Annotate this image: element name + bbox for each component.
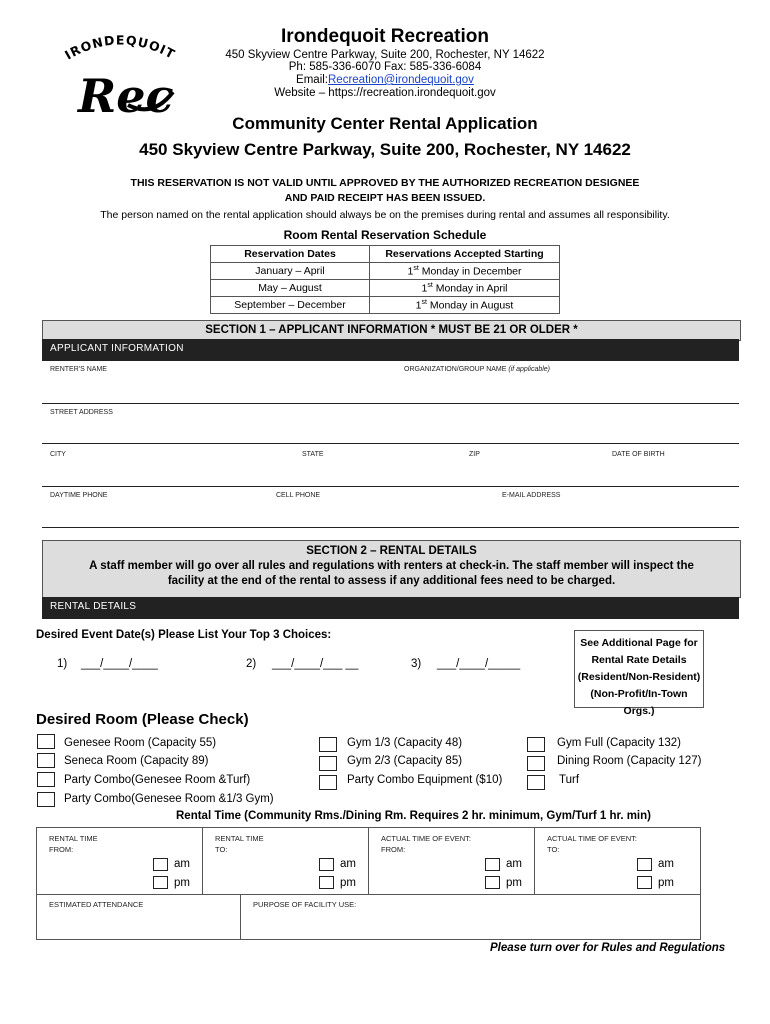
city-state-zip-field[interactable]: [42, 486, 739, 487]
renters-name-label: RENTER'S NAME: [50, 366, 107, 373]
party-combo-gym-checkbox[interactable]: [37, 792, 55, 807]
table-row: May – August 1st Monday in April: [211, 280, 560, 297]
org-name-label: ORGANIZATION/GROUP NAME (if applicable): [404, 366, 551, 373]
schedule-table: [210, 245, 560, 314]
page-title: Community Center Rental Application: [232, 114, 538, 133]
from-pm-checkbox[interactable]: [153, 876, 168, 889]
schedule-header-accepted: Reservations Accepted Starting: [370, 246, 560, 263]
gym-1-3-label: Gym 1/3 (Capacity 48): [347, 737, 463, 749]
section-2-title: SECTION 2 – RENTAL DETAILS: [306, 545, 477, 557]
footer-note: Please turn over for Rules and Regulations: [490, 942, 726, 954]
gym-1-3-checkbox[interactable]: [319, 737, 337, 752]
svg-text:IRONDEQUOIT: IRONDEQUOIT: [62, 32, 178, 63]
street-address-label: STREET ADDRESS: [50, 409, 113, 416]
attendance-cell[interactable]: [36, 894, 241, 940]
choice-1-field[interactable]: ___/____/____: [81, 658, 158, 670]
gym-2-3-label: Gym 2/3 (Capacity 85): [347, 755, 463, 767]
party-combo-gym-label: Party Combo(Genesee Room &1/3 Gym): [64, 793, 274, 805]
attendance-label: ESTIMATED ATTENDANCE: [49, 900, 144, 909]
actual-time-from-cell: ACTUAL TIME OF EVENT: FROM: am pm: [368, 827, 535, 895]
irondequoit-rec-logo: [58, 30, 178, 125]
org-name: Irondequoit Recreation: [281, 26, 489, 47]
org-address: 450 Skyview Centre Parkway, Suite 200, Rochester, NY 14622: [225, 49, 545, 61]
renters-name-field[interactable]: [42, 403, 739, 404]
rental-time-to-cell: RENTAL TIME TO: am pm: [202, 827, 369, 895]
gym-full-checkbox[interactable]: [527, 737, 545, 752]
actual-to-am-checkbox[interactable]: [637, 858, 652, 871]
am-label: am: [506, 858, 522, 870]
turf-checkbox[interactable]: [527, 775, 545, 790]
dining-room-checkbox[interactable]: [527, 756, 545, 771]
seneca-room-checkbox[interactable]: [37, 753, 55, 768]
schedule-title: Room Rental Reservation Schedule: [283, 228, 487, 242]
org-website: Website – https://recreation.irondequoit.gov: [274, 87, 496, 99]
dates-label: Desired Event Date(s) Please List Your Top 3 Choices:: [36, 629, 332, 641]
pm-label: pm: [174, 877, 190, 889]
phone-email-field[interactable]: [42, 527, 739, 528]
choice-1-label: 1): [57, 658, 68, 670]
party-equipment-label: Party Combo Equipment ($10): [347, 774, 503, 786]
dining-room-label: Dining Room (Capacity 127): [557, 755, 702, 767]
city-label: CITY: [50, 451, 66, 458]
rooms-title: Desired Room (Please Check): [36, 711, 249, 728]
choice-3-label: 3): [411, 658, 422, 670]
section-1-title: SECTION 1 – APPLICANT INFORMATION * MUST BE 21 OR OLDER *: [42, 320, 741, 341]
pm-label: pm: [658, 877, 674, 889]
choice-2-field[interactable]: ___/____/___ __: [272, 658, 359, 670]
gym-full-label: Gym Full (Capacity 132): [557, 737, 681, 749]
actual-from-pm-checkbox[interactable]: [485, 876, 500, 889]
actual-from-am-checkbox[interactable]: [485, 858, 500, 871]
actual-to-pm-checkbox[interactable]: [637, 876, 652, 889]
gym-2-3-checkbox[interactable]: [319, 756, 337, 771]
am-label: am: [658, 858, 674, 870]
org-email: [200, 73, 570, 87]
email-address-label: E-MAIL ADDRESS: [502, 492, 561, 499]
party-combo-turf-checkbox[interactable]: [37, 772, 55, 787]
genesee-room-checkbox[interactable]: [37, 734, 55, 749]
section-2-box: [42, 540, 741, 598]
section-2-line-1: A staff member will go over all rules and regulations with renters at check-in. The staff member will inspect the: [89, 560, 694, 572]
street-address-field[interactable]: [42, 443, 739, 444]
org-phone-fax: Ph: 585-336-6070 Fax: 585-336-6084: [288, 61, 482, 73]
from-am-checkbox[interactable]: [153, 858, 168, 871]
notice-line-1: THIS RESERVATION IS NOT VALID UNTIL APPROVED BY THE AUTHORIZED RECREATION DESIGNEE: [130, 177, 640, 189]
section-2-line-2: facility at the end of the rental to assess if any additional fees need to be charged.: [167, 575, 616, 587]
rate-details-note: See Additional Page for Rental Rate Details (Resident/Non-Resident) (Non-Profit/In-Town Orgs.): [574, 630, 704, 708]
genesee-room-label: Genesee Room (Capacity 55): [64, 737, 217, 749]
choice-2-label: 2): [246, 658, 257, 670]
email-link[interactable]: Recreation@irondequoit.gov: [328, 74, 474, 86]
email-label: Email:: [296, 74, 328, 86]
state-label: STATE: [302, 451, 324, 458]
cell-phone-label: CELL PHONE: [276, 492, 321, 499]
party-combo-turf-label: Party Combo(Genesee Room &Turf): [64, 774, 251, 786]
rental-time-from-cell: RENTAL TIME FROM: am pm: [36, 827, 203, 895]
seneca-room-label: Seneca Room (Capacity 89): [64, 755, 209, 767]
party-equipment-checkbox[interactable]: [319, 775, 337, 790]
svg-text:Rec: Rec: [78, 69, 174, 123]
dob-label: DATE OF BIRTH: [612, 451, 665, 458]
notice-line-2: AND PAID RECEIPT HAS BEEN ISSUED.: [284, 192, 486, 204]
pm-label: pm: [506, 877, 522, 889]
applicant-info-bar: APPLICANT INFORMATION: [42, 339, 739, 361]
am-label: am: [340, 858, 356, 870]
table-row: January – April 1st Monday in December: [211, 263, 560, 280]
page-subtitle: 450 Skyview Centre Parkway, Suite 200, Rochester, NY 14622: [139, 140, 631, 159]
choice-3-field[interactable]: ___/____/_____: [437, 658, 521, 670]
schedule-header-dates: Reservation Dates: [211, 246, 370, 263]
zip-label: ZIP: [469, 451, 480, 458]
am-label: am: [174, 858, 190, 870]
to-am-checkbox[interactable]: [319, 858, 334, 871]
rental-time-title: Rental Time (Community Rms./Dining Rm. Requires 2 hr. minimum, Gym/Turf 1 hr. min): [176, 810, 651, 822]
to-pm-checkbox[interactable]: [319, 876, 334, 889]
turf-label: Turf: [559, 774, 580, 786]
table-row: September – December 1st Monday in August: [211, 297, 560, 314]
rental-details-bar: RENTAL DETAILS: [42, 597, 739, 619]
purpose-cell[interactable]: [240, 894, 701, 940]
actual-time-to-cell: ACTUAL TIME OF EVENT: TO: am pm: [534, 827, 701, 895]
pm-label: pm: [340, 877, 356, 889]
daytime-phone-label: DAYTIME PHONE: [50, 492, 108, 499]
notice-line-3: The person named on the rental application should always be on the premises during rental and assumes all responsibility.: [100, 209, 670, 221]
purpose-label: PURPOSE OF FACILITY USE:: [253, 900, 357, 909]
